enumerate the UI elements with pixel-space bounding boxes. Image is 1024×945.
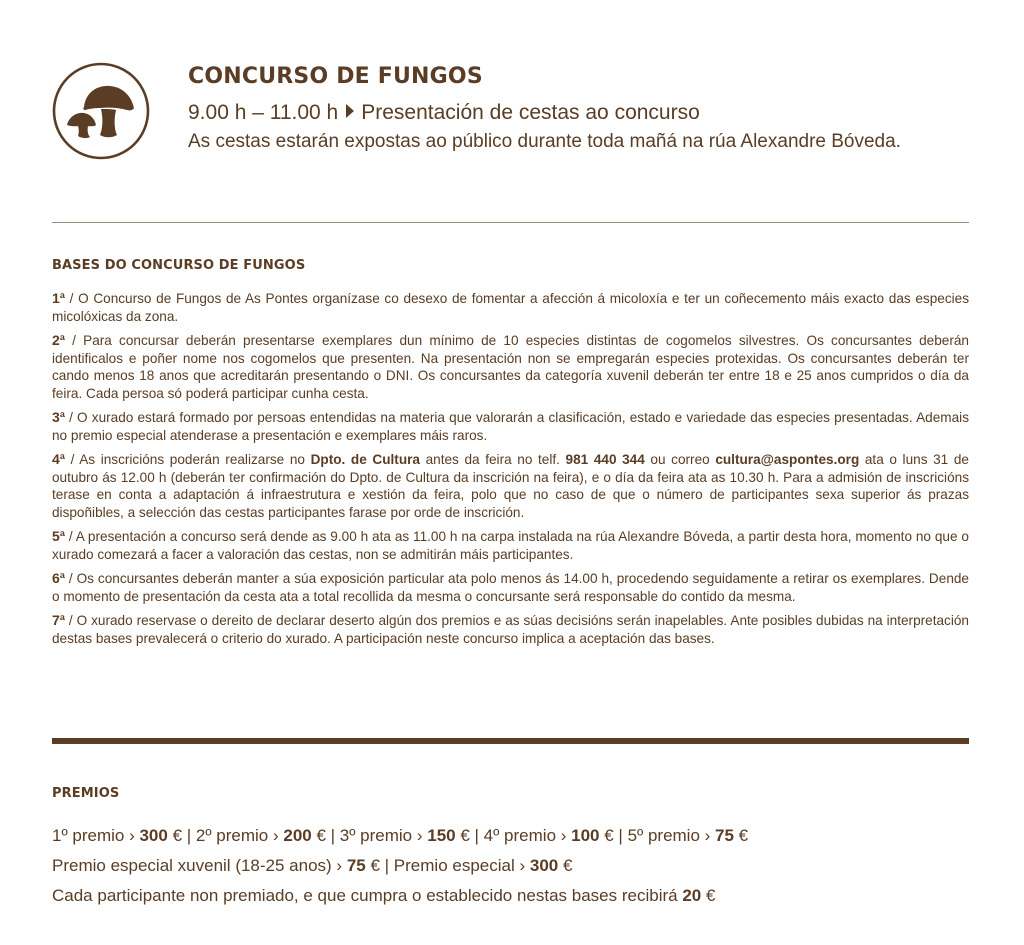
rule-separator: / bbox=[64, 291, 79, 306]
prize-amount: 300 bbox=[139, 826, 168, 845]
bases-title: BASES DO CONCURSO DE FUNGOS bbox=[52, 258, 306, 273]
prizes-line bbox=[52, 821, 969, 851]
participation-text: Cada participante non premiado, e que cumpra o establecido nestas bases recibirá bbox=[52, 886, 683, 905]
rule-text: As inscricións poderán realizarse no bbox=[79, 452, 311, 467]
header-subtitle: As cestas estarán expostas ao público durante toda mañá na rúa Alexandre Bóveda. bbox=[188, 131, 901, 152]
prize-amount: 200 bbox=[283, 826, 312, 845]
header-text bbox=[188, 62, 901, 156]
participation-prize-line bbox=[52, 881, 969, 911]
prize-amount: 75 bbox=[715, 826, 734, 845]
premios-title: PREMIOS bbox=[52, 786, 120, 801]
prize-amount: 75 bbox=[346, 856, 366, 875]
triangle-right-icon bbox=[346, 104, 354, 118]
prize-currency: € bbox=[701, 886, 716, 905]
mushroom-icon bbox=[52, 62, 150, 160]
prize-currency: € | bbox=[455, 826, 484, 845]
premios-section bbox=[52, 786, 969, 911]
rule-text: Os concursantes deberán manter a súa exposición particular ata polo menos ás 14.00 h, procedendo seguidamente a retirar os exemplares. Dende o momento de presentación da cesta ata a total recollida da mesma o concursante será responsable do contido da mesma. bbox=[52, 571, 969, 604]
rule-item bbox=[52, 451, 969, 521]
prize-currency: € | bbox=[167, 826, 196, 845]
rule-text: A presentación a concurso será dende as 9.00 h ata as 11.00 h na carpa instalada na rúa Alexandre Bóveda, a partir desta hora, momento no que o xurado comezará a facer a valoración das cestas, non se admitirán máis participantes. bbox=[52, 529, 969, 562]
event-header bbox=[52, 62, 992, 172]
rule-item bbox=[52, 332, 969, 402]
prize-label: Premio especial xuvenil bbox=[52, 856, 231, 875]
rule-text: antes da feira no telf. bbox=[419, 452, 566, 467]
rule-separator: / bbox=[64, 410, 78, 425]
rule-item bbox=[52, 409, 969, 444]
prize-amount: 20 bbox=[682, 886, 702, 905]
prize-currency: € | bbox=[311, 826, 340, 845]
special-prizes-line bbox=[52, 851, 969, 881]
rule-separator: / bbox=[64, 613, 77, 628]
prize-label: 5º premio › bbox=[627, 826, 716, 845]
bases-section bbox=[52, 258, 969, 654]
rule-text: ata o luns 31 de outubro ás 12.00 h (deberán ter confirmación do Dpto. de Cultura da inscrición na feira), e o día da feira ata as 10.30 h. Para a admisión de inscricións terase en conta a adaptación á infraestrutura e xestión da feira, polo que no caso de que o número de participantes sexa superior ás prazas dispoñibles, a selección das cestas participantes farase por orde de inscrición. bbox=[52, 452, 969, 520]
schedule-event: Presentación de cestas ao concurso bbox=[361, 101, 700, 124]
divider-thick bbox=[52, 738, 969, 744]
prize-amount: 100 bbox=[571, 826, 600, 845]
divider-thin bbox=[52, 222, 969, 223]
prize-label: 2º premio › bbox=[195, 826, 284, 845]
department-name: Dpto. de Cultura bbox=[310, 452, 420, 467]
phone-number: 981 440 344 bbox=[565, 452, 645, 467]
rule-number: 4ª bbox=[52, 451, 65, 467]
rule-number: 1ª bbox=[52, 290, 65, 306]
rule-text: O Concurso de Fungos de As Pontes organízase co desexo de fomentar a afección á micoloxía e ter un coñecemento máis exacto das especies micolóxicas da zona. bbox=[52, 291, 969, 324]
prize-label: 1º premio › bbox=[52, 826, 140, 845]
rule-text: Para concursar deberán presentarse exemplares dun mínimo de 10 especies distintas de cogomelos silvestres. Os concursantes deberán identificalos e poñer nome nos cogomelos que presenten. Na presentación non se empregarán especies protexidas. Os concursantes deberán ter cando menos 18 anos que acreditarán presentando o DNI. Os concursantes da categoría xuvenil deberán ter entre 18 e 25 anos cumpridos o día da feira. Cada persoa só poderá participar cunha cesta. bbox=[52, 333, 969, 401]
prize-currency: € bbox=[558, 856, 573, 875]
prize-currency: € bbox=[733, 826, 749, 845]
rule-item bbox=[52, 528, 969, 563]
rule-number: 3ª bbox=[52, 409, 65, 425]
email-address: cultura@aspontes.org bbox=[715, 452, 860, 467]
rule-separator: / bbox=[64, 571, 77, 586]
prize-label: 4º premio › bbox=[483, 826, 572, 845]
rule-separator: / bbox=[64, 452, 80, 467]
rule-separator: / bbox=[64, 529, 76, 544]
rule-number: 5ª bbox=[52, 528, 65, 544]
rule-text: O xurado estará formado por persoas entendidas na materia que valorarán a clasificación, estado e variedade das especies presentadas. Ademais no premio especial atenderase a presentación e exemplares máis raros. bbox=[52, 410, 969, 443]
prize-label: 3º premio › bbox=[339, 826, 428, 845]
rule-text: ou correo bbox=[644, 452, 716, 467]
prize-currency: € | bbox=[599, 826, 628, 845]
rule-separator: / bbox=[64, 333, 84, 348]
prize-amount: 150 bbox=[427, 826, 456, 845]
rule-number: 6ª bbox=[52, 570, 65, 586]
prize-amount: 300 bbox=[529, 856, 559, 875]
page-title: CONCURSO DE FUNGOS bbox=[188, 64, 483, 89]
prize-label: Premio especial › bbox=[393, 856, 530, 875]
prize-currency: € | bbox=[365, 856, 394, 875]
rule-item bbox=[52, 612, 969, 647]
rule-number: 2ª bbox=[52, 332, 65, 348]
rule-text: O xurado reservase o dereito de declarar deserto algún dos premios e as súas decisións serán inapelables. Ante posibles dubidas na interpretación destas bases prevalecerá o criterio do xurado. A participación neste concurso implica a aceptación das bases. bbox=[52, 613, 969, 646]
prize-range: (18-25 anos) › bbox=[230, 856, 347, 875]
rule-item bbox=[52, 570, 969, 605]
schedule-time: 9.00 h – 11.00 h bbox=[188, 101, 339, 124]
rule-number: 7ª bbox=[52, 612, 65, 628]
rule-item bbox=[52, 290, 969, 325]
schedule-line bbox=[188, 98, 901, 128]
